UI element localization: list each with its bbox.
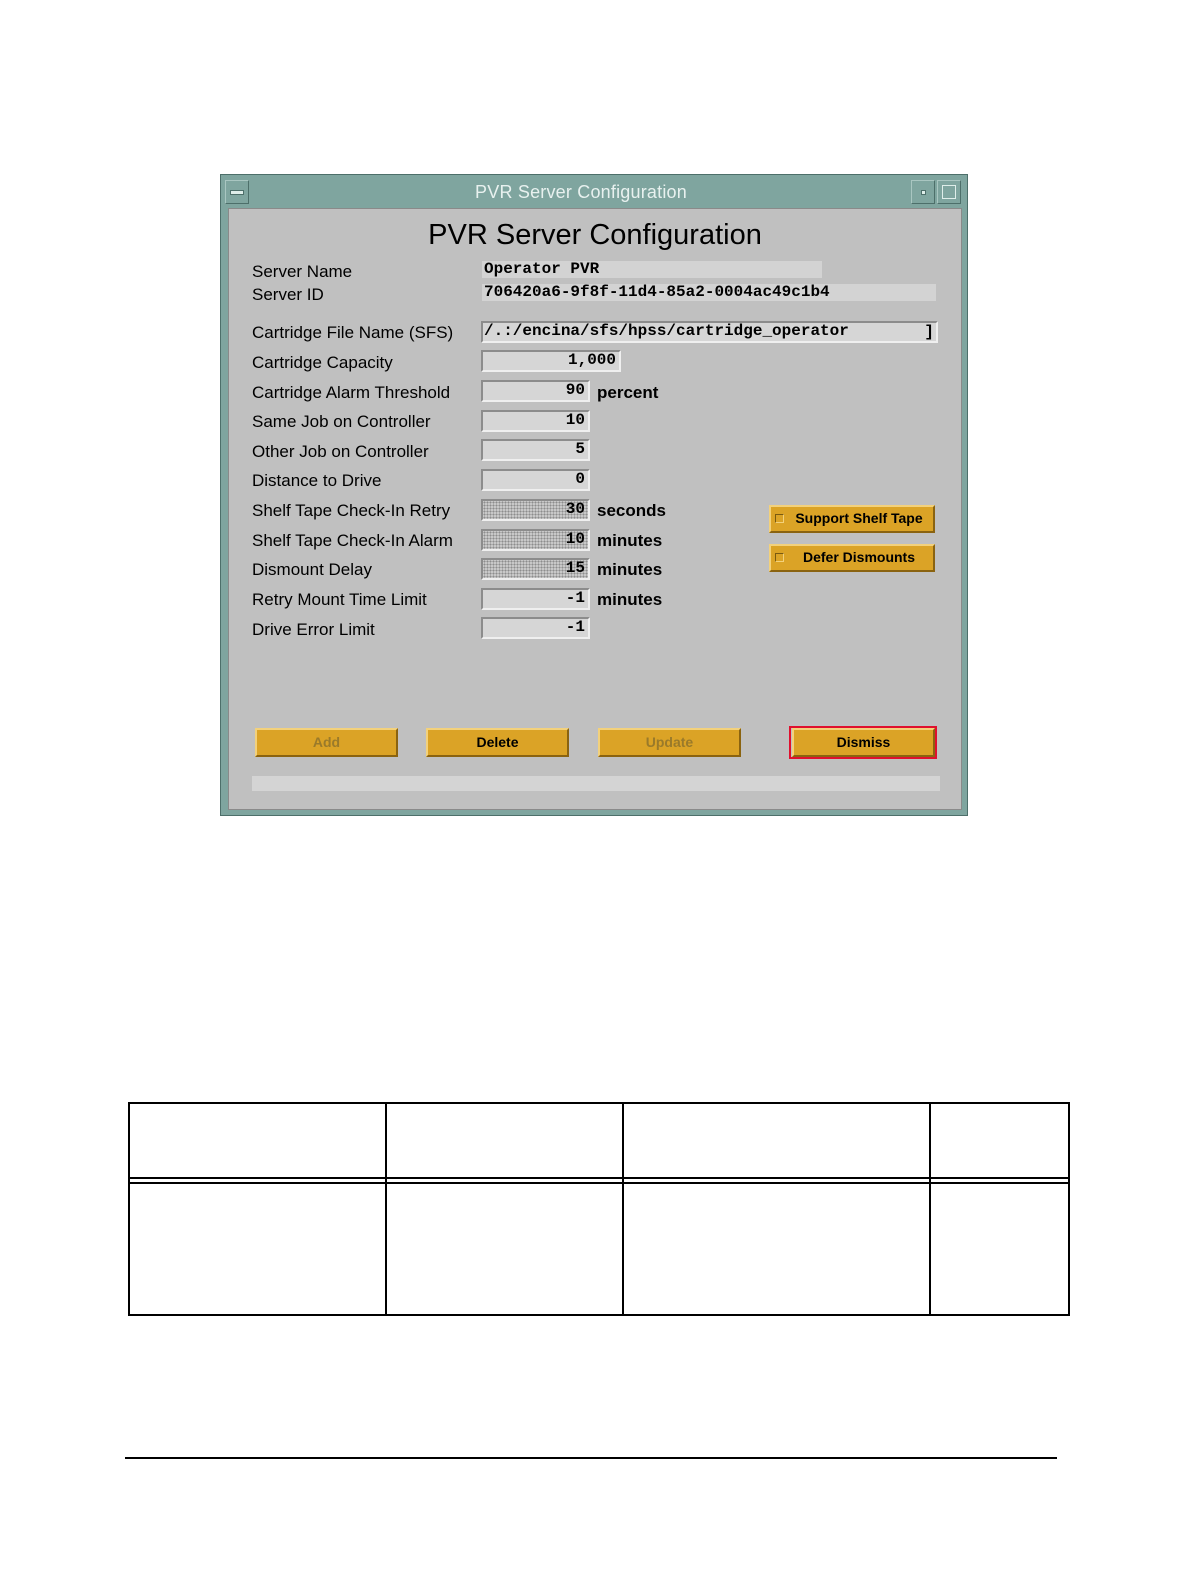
shelf-tape-checkin-retry-input: 30 xyxy=(481,499,590,521)
field-label-shelf-tape-checkin-retry: Shelf Tape Check-In Retry xyxy=(252,501,451,520)
cartridge-capacity-input[interactable]: 1,000 xyxy=(481,350,621,372)
server-id-value: 706420a6-9f8f-11d4-85a2-0004ac49c1b4 xyxy=(482,284,936,301)
retry-mount-time-limit-input[interactable]: -1 xyxy=(481,588,590,610)
dialog-heading: PVR Server Configuration xyxy=(428,219,762,251)
field-label-dismount-delay: Dismount Delay xyxy=(252,560,372,579)
field-label-distance-to-drive: Distance to Drive xyxy=(252,471,382,490)
cartridge-file-name-value: /.:/encina/sfs/hpss/cartridge_operator xyxy=(484,322,849,340)
unit-minutes: minutes xyxy=(597,590,663,609)
support-shelf-tape-label: Support Shelf Tape xyxy=(795,510,923,526)
cartridge-file-name-input[interactable] xyxy=(481,321,938,343)
status-message-bar xyxy=(252,776,940,791)
server-id-label: Server ID xyxy=(252,285,324,304)
add-button[interactable]: Add xyxy=(255,728,398,757)
field-label-cartridge-alarm-threshold: Cartridge Alarm Threshold xyxy=(252,383,451,402)
table-column-divider xyxy=(622,1102,624,1316)
server-name-label: Server Name xyxy=(252,262,353,281)
unit-minutes: minutes xyxy=(597,560,663,579)
update-button[interactable]: Update xyxy=(598,728,741,757)
unit-percent: percent xyxy=(597,383,659,402)
field-label-cartridge-file-name: Cartridge File Name (SFS) xyxy=(252,323,454,342)
unit-minutes: minutes xyxy=(597,531,663,550)
server-name-value: Operator PVR xyxy=(482,261,822,278)
pvr-config-window xyxy=(220,174,968,816)
field-label-cartridge-capacity: Cartridge Capacity xyxy=(252,353,393,372)
window-menu-button[interactable] xyxy=(225,180,249,204)
window-menu-icon xyxy=(230,190,244,195)
dismiss-button[interactable]: Dismiss xyxy=(792,728,935,757)
table-column-divider xyxy=(929,1102,931,1316)
table-border-right xyxy=(1068,1102,1070,1316)
field-label-same-job-on-controller: Same Job on Controller xyxy=(252,412,431,431)
support-shelf-tape-toggle[interactable] xyxy=(769,505,935,533)
field-label-drive-error-limit: Drive Error Limit xyxy=(252,620,375,639)
shelf-tape-checkin-alarm-input: 10 xyxy=(481,529,590,551)
delete-button[interactable]: Delete xyxy=(426,728,569,757)
minimize-icon xyxy=(921,190,926,195)
defer-dismounts-toggle[interactable] xyxy=(769,544,935,572)
drive-error-limit-input[interactable]: -1 xyxy=(481,617,590,639)
unit-seconds: seconds xyxy=(597,501,666,520)
field-label-retry-mount-time-limit: Retry Mount Time Limit xyxy=(252,590,427,609)
dismount-delay-input: 15 xyxy=(481,558,590,580)
distance-to-drive-input[interactable]: 0 xyxy=(481,469,590,491)
maximize-icon xyxy=(942,185,956,199)
maximize-button[interactable] xyxy=(937,180,961,204)
same-job-on-controller-input[interactable]: 10 xyxy=(481,410,590,432)
cartridge-alarm-threshold-input[interactable]: 90 xyxy=(481,380,590,402)
dialog-body xyxy=(228,208,962,810)
defer-dismounts-label: Defer Dismounts xyxy=(802,549,916,565)
field-label-shelf-tape-checkin-alarm: Shelf Tape Check-In Alarm xyxy=(252,531,453,550)
empty-table xyxy=(128,1102,1070,1316)
other-job-on-controller-input[interactable]: 5 xyxy=(481,439,590,461)
field-end-marker: ] xyxy=(924,323,934,341)
field-label-other-job-on-controller: Other Job on Controller xyxy=(252,442,429,461)
minimize-button[interactable] xyxy=(911,180,935,204)
table-border-left xyxy=(128,1102,130,1316)
table-column-divider xyxy=(385,1102,387,1316)
footer-rule xyxy=(125,1457,1057,1459)
window-title: PVR Server Configuration xyxy=(475,182,687,202)
title-bar[interactable] xyxy=(225,179,963,207)
